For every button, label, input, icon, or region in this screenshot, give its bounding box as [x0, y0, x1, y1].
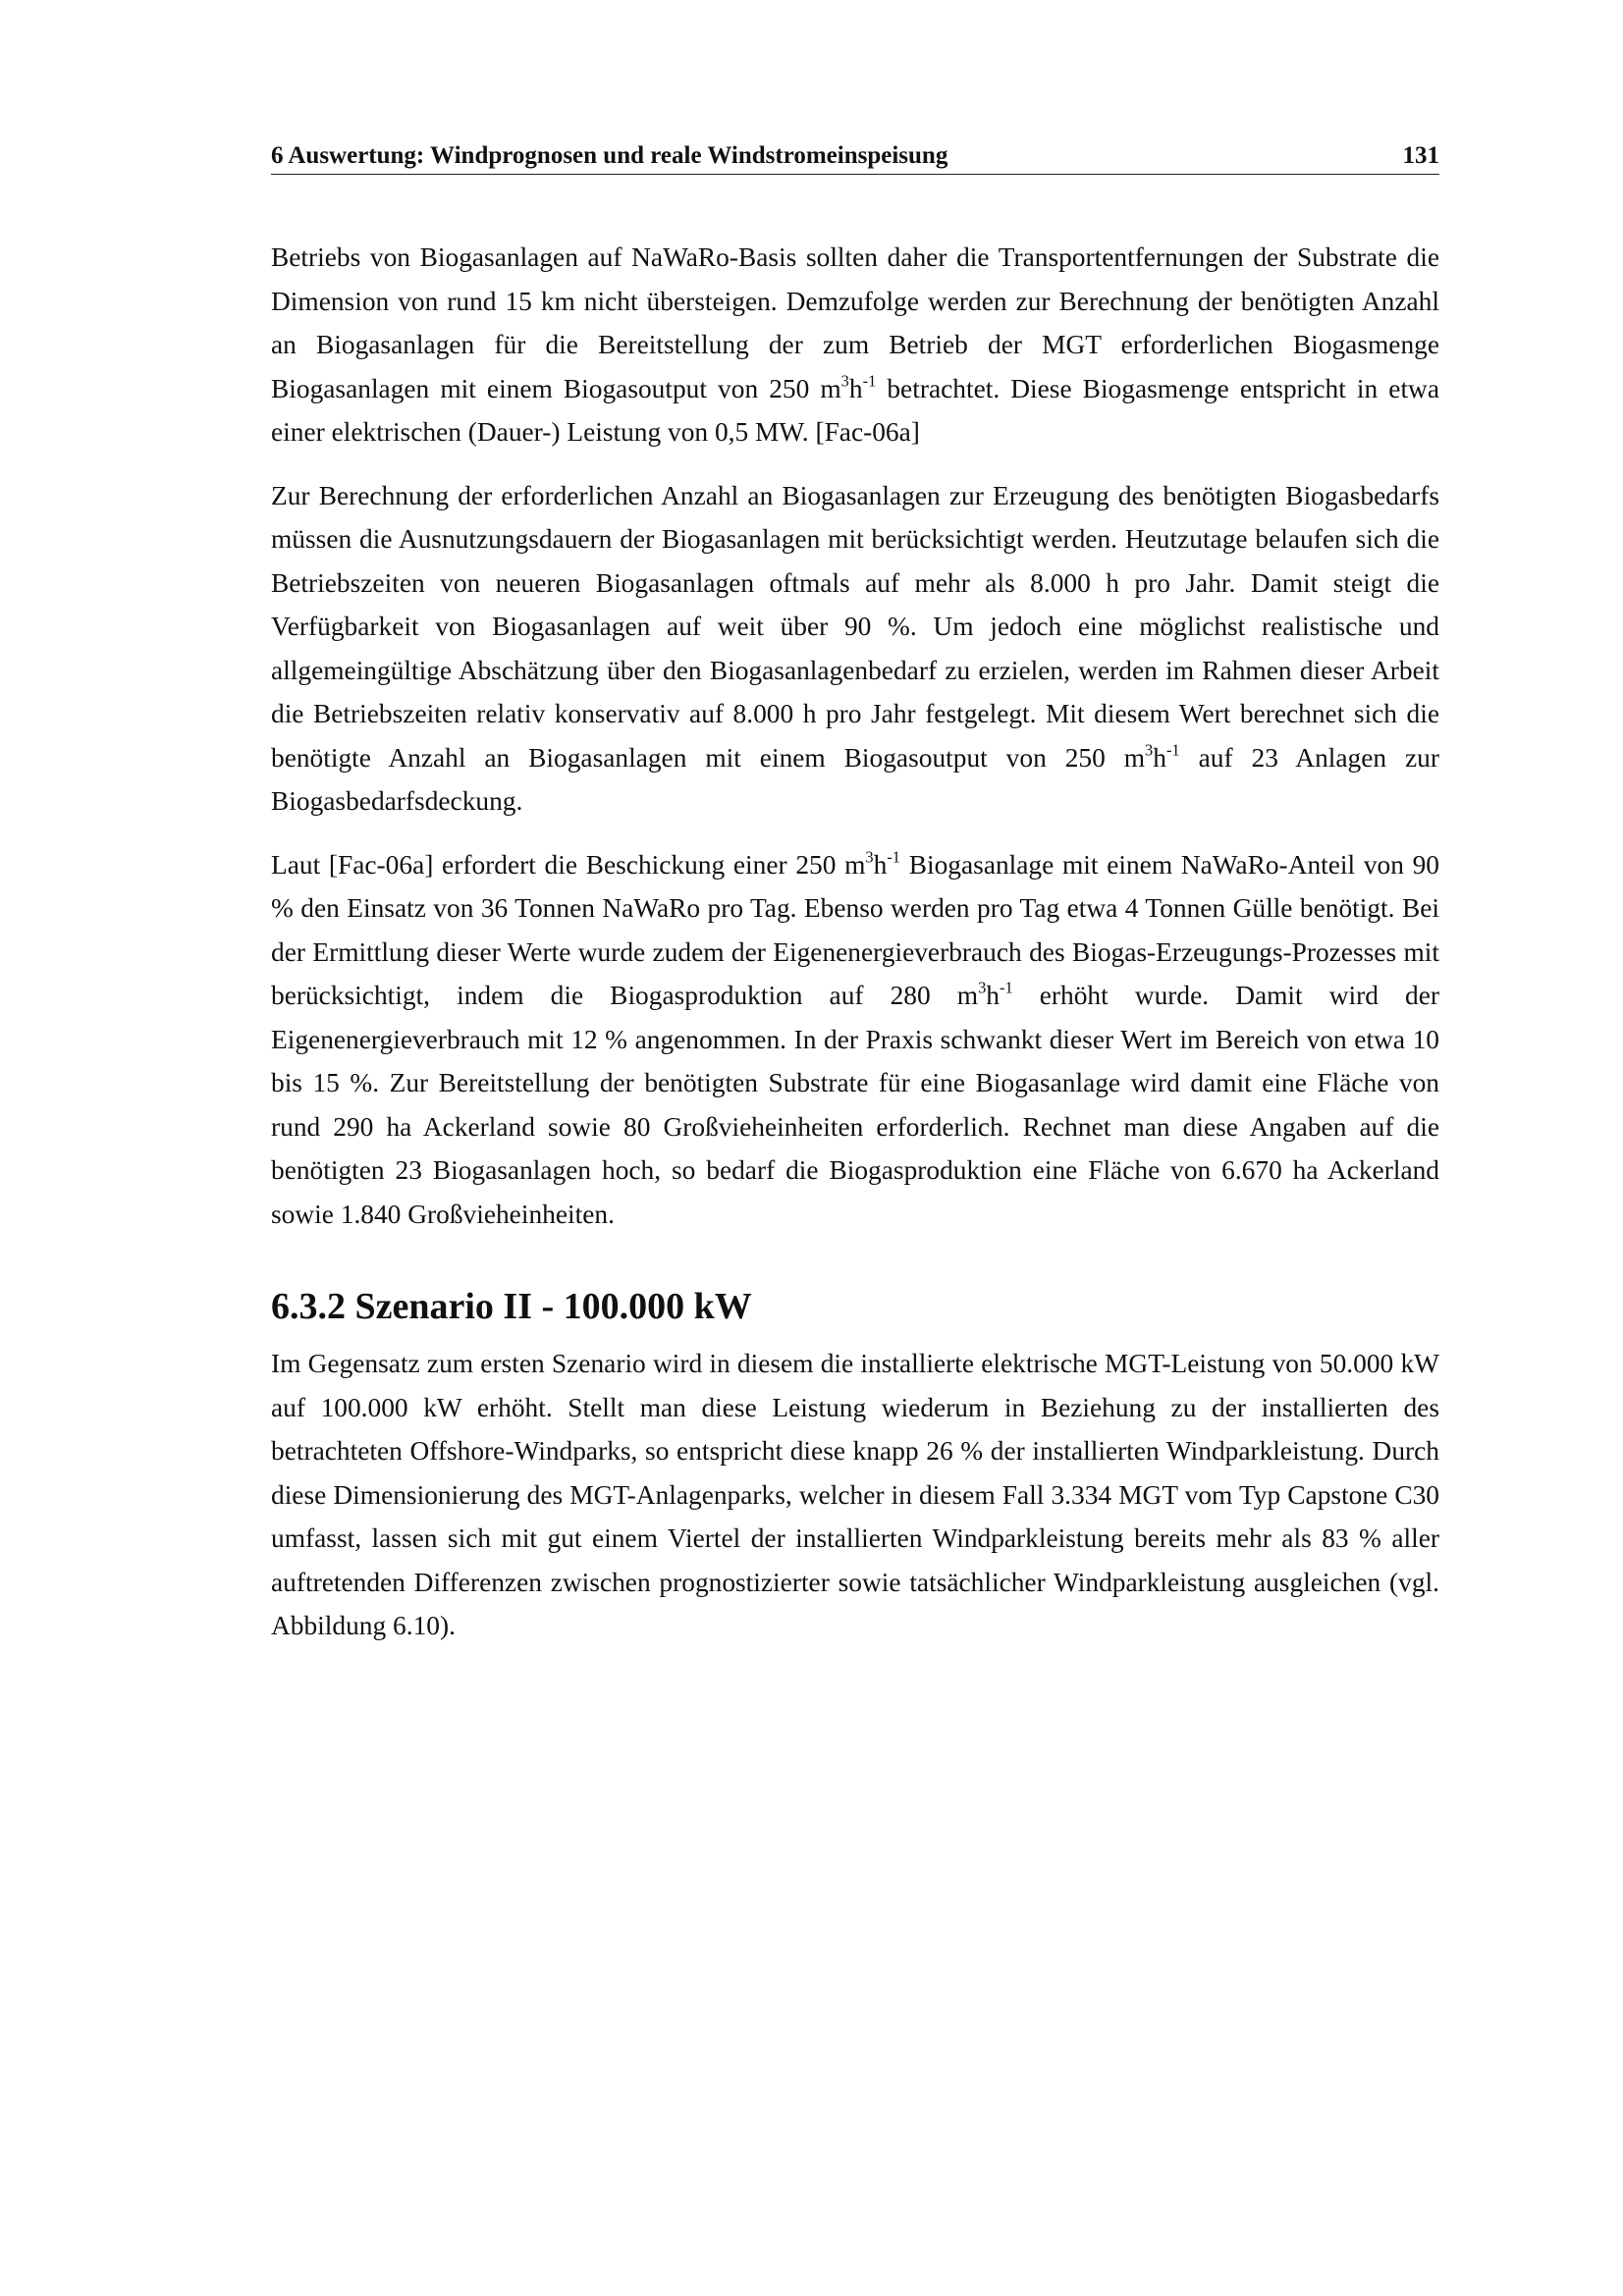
- paragraph-1: [271, 236, 1439, 454]
- chapter-title: 6 Auswertung: Windprognosen und reale Windstromeinspeisung: [271, 142, 948, 169]
- paragraph-2-text-c: auf 23 Anlagen zur Biogasbedarfsdeckung.: [271, 742, 1440, 816]
- paragraph-3-text-b: h: [873, 849, 888, 880]
- paragraph-3-sup-2: -1: [887, 847, 901, 866]
- paragraph-2-sup-2: -1: [1165, 740, 1180, 759]
- paragraph-3-text-a: Laut [Fac-06a] erfordert die Beschickung einer 250 m: [271, 849, 866, 880]
- paragraph-2-text-a: Zur Berechnung der erforderlichen Anzahl an Biogasanlagen zur Erzeugung des benötigten Biogasbedarfs müssen die Ausnutzungsdauern der Biogasanlagen mit berücksichtigt werden. Heutzutage belaufen sich die Betriebszeiten von neueren Biogasanlagen oftmals auf mehr als 8.000 h pro Jahr. Damit steigt die Verfügbarkeit von Biogasanlagen auf weit über 90 %. Um jedoch eine möglichst realistische und allgemeingültige Abschätzung über den Biogasanlagenbedarf zu erzielen, werden im Rahmen dieser Arbeit die Betriebszeiten relativ konservativ auf 8.000 h pro Jahr festgelegt. Mit diesem Wert berechnet sich die benötigte Anzahl an Biogasanlagen mit einem Biogasoutput von 250 m: [271, 480, 1439, 773]
- paragraph-2-text-b: h: [1153, 742, 1166, 773]
- body-text: [271, 236, 1439, 1668]
- paragraph-3: [271, 843, 1439, 1237]
- page-number: 131: [1402, 142, 1439, 169]
- paragraph-1-sup-2: -1: [862, 371, 877, 390]
- paragraph-1-sup-1: 3: [840, 371, 849, 390]
- paragraph-1-text-a: Betriebs von Biogasanlagen auf NaWaRo-Basis sollten daher die Transportentfernungen der Substrate die Dimension von rund 15 km nicht übersteigen. Demzufolge werden zur Berechnung der benötigten Anzahl an Biogasanlagen für die Bereitstellung der zum Betrieb der MGT erforderlichen Biogasmenge Biogasanlagen mit einem Biogasoutput von 250 m: [271, 242, 1439, 403]
- paragraph-1-text-b: h: [848, 373, 863, 403]
- section-paragraph: Im Gegensatz zum ersten Szenario wird in diesem die installierte elektrische MGT-Leistung von 50.000 kW auf 100.000 kW erhöht. Stellt man diese Leistung wiederum in Beziehung zu der installierten des betrachteten Offshore-Windparks, so entspricht diese knapp 26 % der installierten Windparkleistung. Durch diese Dimensionierung des MGT-Anlagenparks, welcher in diesem Fall 3.334 MGT vom Typ Capstone C30 umfasst, lassen sich mit gut einem Viertel der installierten Windparkleistung bereits mehr als 83 % aller auftretenden Differenzen zwischen prognostizierter sowie tatsächlicher Windparkleistung ausgleichen (vgl. Abbildung 6.10).: [271, 1349, 1439, 1640]
- paragraph-3-sup-3: 3: [978, 978, 987, 997]
- paragraph-3-text-d: h: [986, 981, 1000, 1010]
- paragraph-2-sup-1: 3: [1145, 740, 1154, 759]
- paragraph-3-sup-1: 3: [865, 847, 874, 866]
- paragraph-1-text-c: betrachtet. Diese Biogasmenge entspricht in etwa einer elektrischen (Dauer-) Leistung von 0,5 MW. [Fac-06a]: [271, 373, 1439, 447]
- paragraph-3-sup-4: -1: [999, 978, 1013, 997]
- paragraph-2: [271, 474, 1439, 824]
- paragraph-3-text-c: Biogasanlage mit einem NaWaRo-Anteil von 90 % den Einsatz von 36 Tonnen NaWaRo pro Tag. Ebenso werden pro Tag etwa 4 Tonnen Gülle benötigt. Bei der Ermittlung dieser Werte wurde zudem der Eigenenergieverbrauch des Biogas-Erzeugungs-Prozesses mit berücksichtigt, indem die Biogasproduktion auf 280 m: [271, 849, 1439, 1010]
- paragraph-3-text-e: erhöht wurde. Damit wird der Eigenenergieverbrauch mit 12 % angenommen. In der Praxis schwankt dieser Wert im Bereich von etwa 10 bis 15 %. Zur Bereitstellung der benötigten Substrate für eine Biogasanlage wird damit eine Fläche von rund 290 ha Ackerland sowie 80 Großvieheinheiten erforderlich. Rechnet man diese Angaben auf die benötigten 23 Biogasanlagen hoch, so bedarf die Biogasproduktion eine Fläche von 6.670 ha Ackerland sowie 1.840 Großvieheinheiten.: [271, 981, 1439, 1229]
- section-heading: 6.3.2 Szenario II - 100.000 kW: [271, 1286, 752, 1327]
- running-header: [271, 137, 1439, 175]
